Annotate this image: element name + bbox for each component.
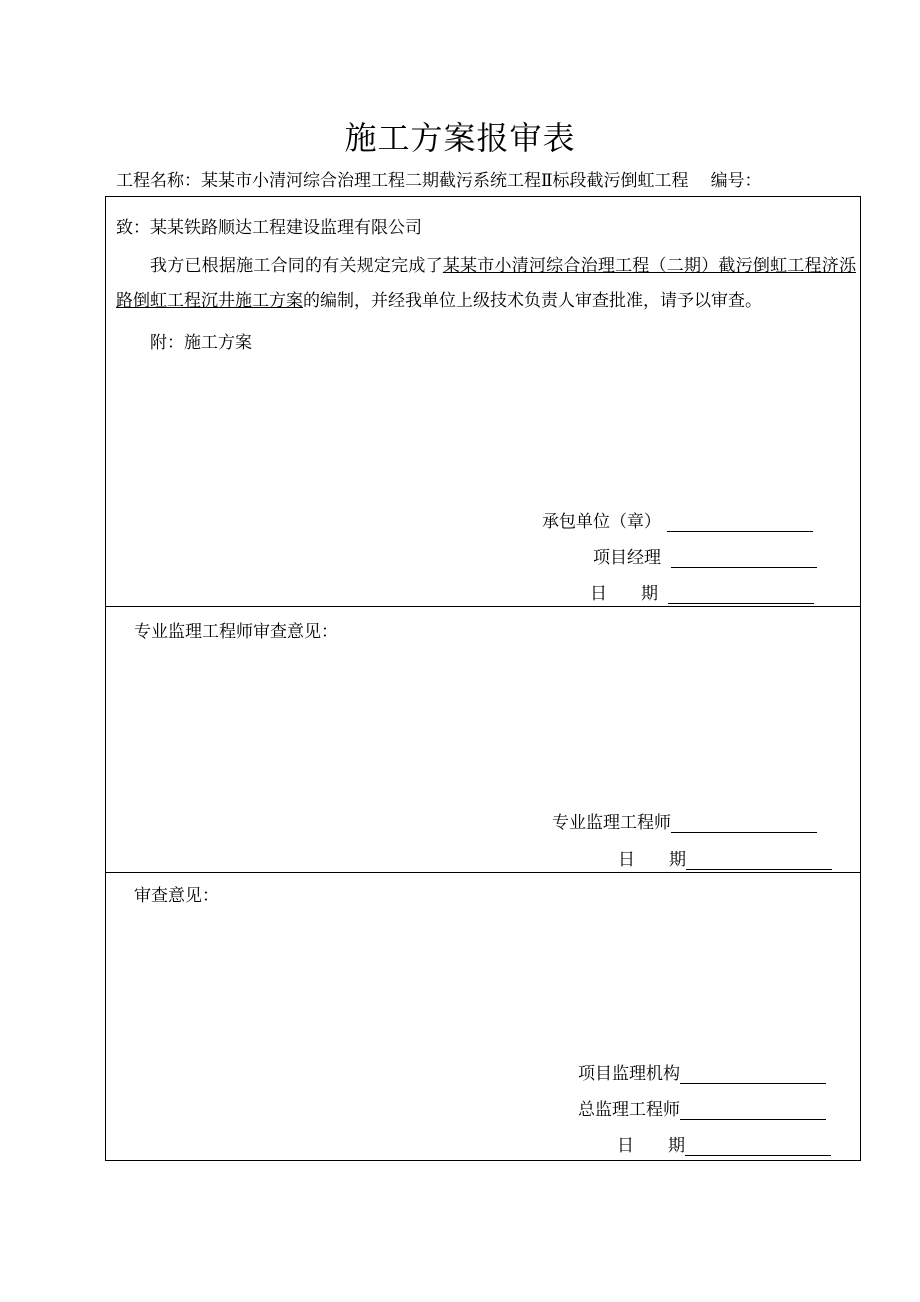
contractor-seal-row [542, 507, 813, 532]
specialist-date-blank[interactable] [686, 851, 832, 870]
contractor-date-row [590, 579, 814, 604]
supervision-org-row [578, 1059, 826, 1084]
chief-engineer-label: 总监理工程师 [578, 1100, 680, 1120]
plan-name: 某某市小清河综合治理工程（二期）截污倒虹工程济泺路倒虹工程沉井施工方案 [116, 256, 857, 311]
chief-date-blank[interactable] [685, 1137, 831, 1156]
project-manager-label: 项目经理 [593, 548, 661, 568]
chief-review-heading: 审查意见： [134, 886, 219, 906]
specialist-date-label: 日 期 [618, 850, 686, 870]
submission-text-start: 我方已根据施工合同的有关规定完成了 [150, 256, 443, 276]
addressee: 致：某某铁路顺达工程建设监理有限公司 [116, 218, 422, 238]
chief-engineer-row [578, 1095, 826, 1120]
form-title: 施工方案报审表 [344, 119, 576, 157]
project-name: 工程名称：某某市小清河综合治理工程二期截污系统工程Ⅱ标段截污倒虹工程 [116, 171, 689, 191]
specialist-review-section [106, 607, 860, 873]
specialist-review-heading: 专业监理工程师审查意见： [134, 622, 338, 642]
specialist-date-row [618, 845, 832, 870]
supervision-org-blank[interactable] [680, 1065, 826, 1084]
project-name-line [116, 166, 762, 191]
specialist-engineer-row [552, 808, 817, 833]
contractor-seal-label: 承包单位（章） [542, 512, 661, 532]
contractor-date-label: 日 期 [590, 584, 658, 604]
chief-review-section [106, 873, 860, 1161]
chief-date-row [617, 1131, 831, 1156]
specialist-engineer-label: 专业监理工程师 [552, 813, 671, 833]
attachment-note: 附：施工方案 [150, 333, 252, 353]
project-manager-blank[interactable] [671, 549, 817, 568]
contractor-seal-blank[interactable] [667, 513, 813, 532]
approval-form-table [105, 196, 861, 1161]
project-manager-row [593, 543, 817, 568]
chief-engineer-blank[interactable] [680, 1101, 826, 1120]
chief-date-label: 日 期 [617, 1136, 685, 1156]
contractor-date-blank[interactable] [668, 585, 814, 604]
submission-text [116, 249, 856, 319]
supervision-org-label: 项目监理机构 [578, 1064, 680, 1084]
form-number-label: 编号： [710, 171, 762, 191]
specialist-engineer-blank[interactable] [671, 814, 817, 833]
submission-text-end: 的编制，并经我单位上级技术负责人审查批准，请予以审查。 [303, 291, 762, 311]
submission-section [106, 197, 860, 607]
